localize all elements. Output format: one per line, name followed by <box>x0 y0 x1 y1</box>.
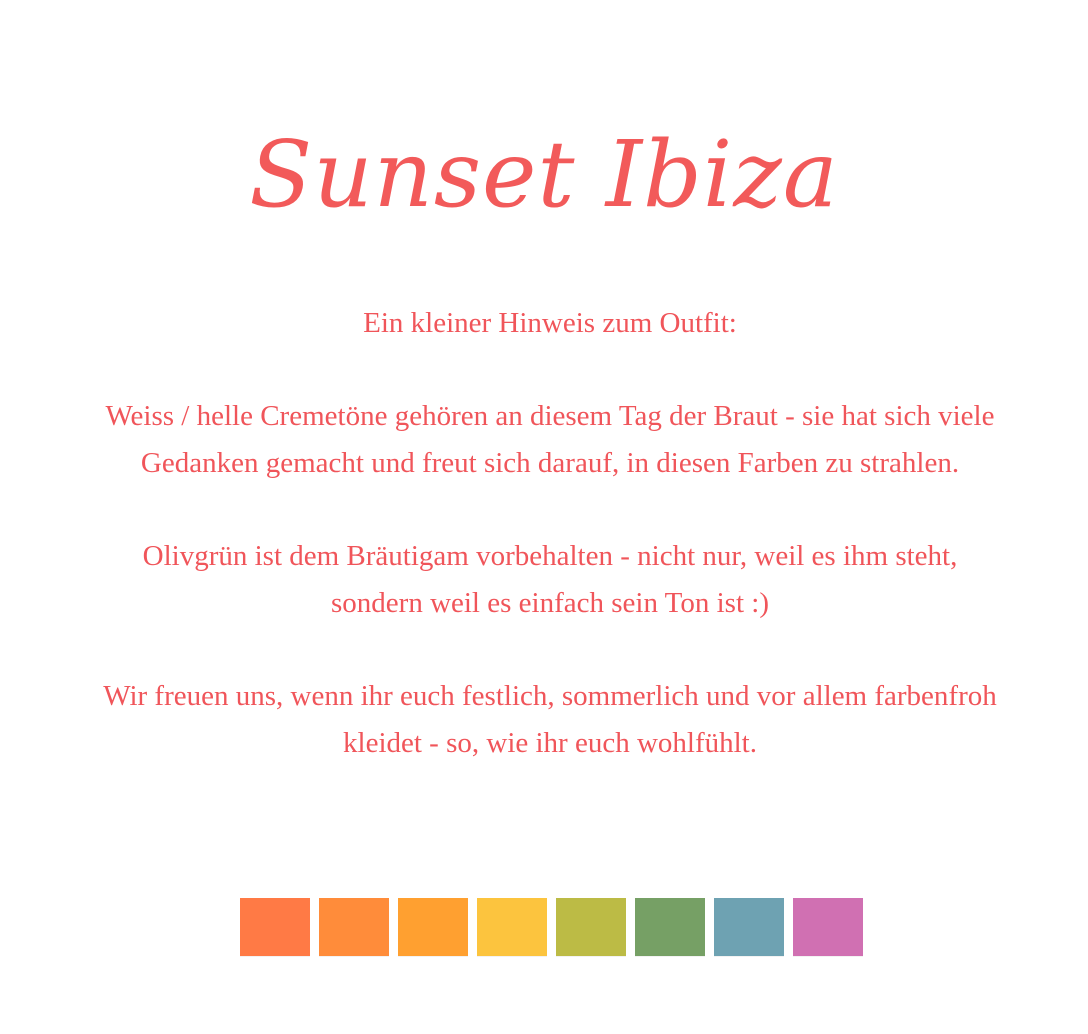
color-swatch <box>714 898 784 956</box>
color-swatch <box>793 898 863 956</box>
outfit-note-text <box>100 300 1000 813</box>
page-title: Sunset Ibiza <box>249 121 839 228</box>
color-swatch <box>635 898 705 956</box>
color-palette <box>240 898 863 958</box>
color-swatch <box>398 898 468 956</box>
color-swatch <box>477 898 547 956</box>
color-swatch <box>240 898 310 956</box>
groom-paragraph: Olivgrün ist dem Bräutigam vorbehalten - nicht nur, weil es ihm steht, sondern weil es einfach sein Ton ist :) <box>142 540 958 619</box>
color-swatch <box>319 898 389 956</box>
intro-paragraph: Ein kleiner Hinweis zum Outfit: <box>363 307 737 339</box>
guests-paragraph: Wir freuen uns, wenn ihr euch festlich, sommerlich und vor allem farbenfroh kleidet - so, wie ihr euch wohlfühlt. <box>103 680 997 759</box>
color-swatch <box>556 898 626 956</box>
bride-paragraph: Weiss / helle Cremetöne gehören an diesem Tag der Braut - sie hat sich viele Gedanken gemacht und freut sich darauf, in diesen Farben zu strahlen. <box>105 400 995 479</box>
